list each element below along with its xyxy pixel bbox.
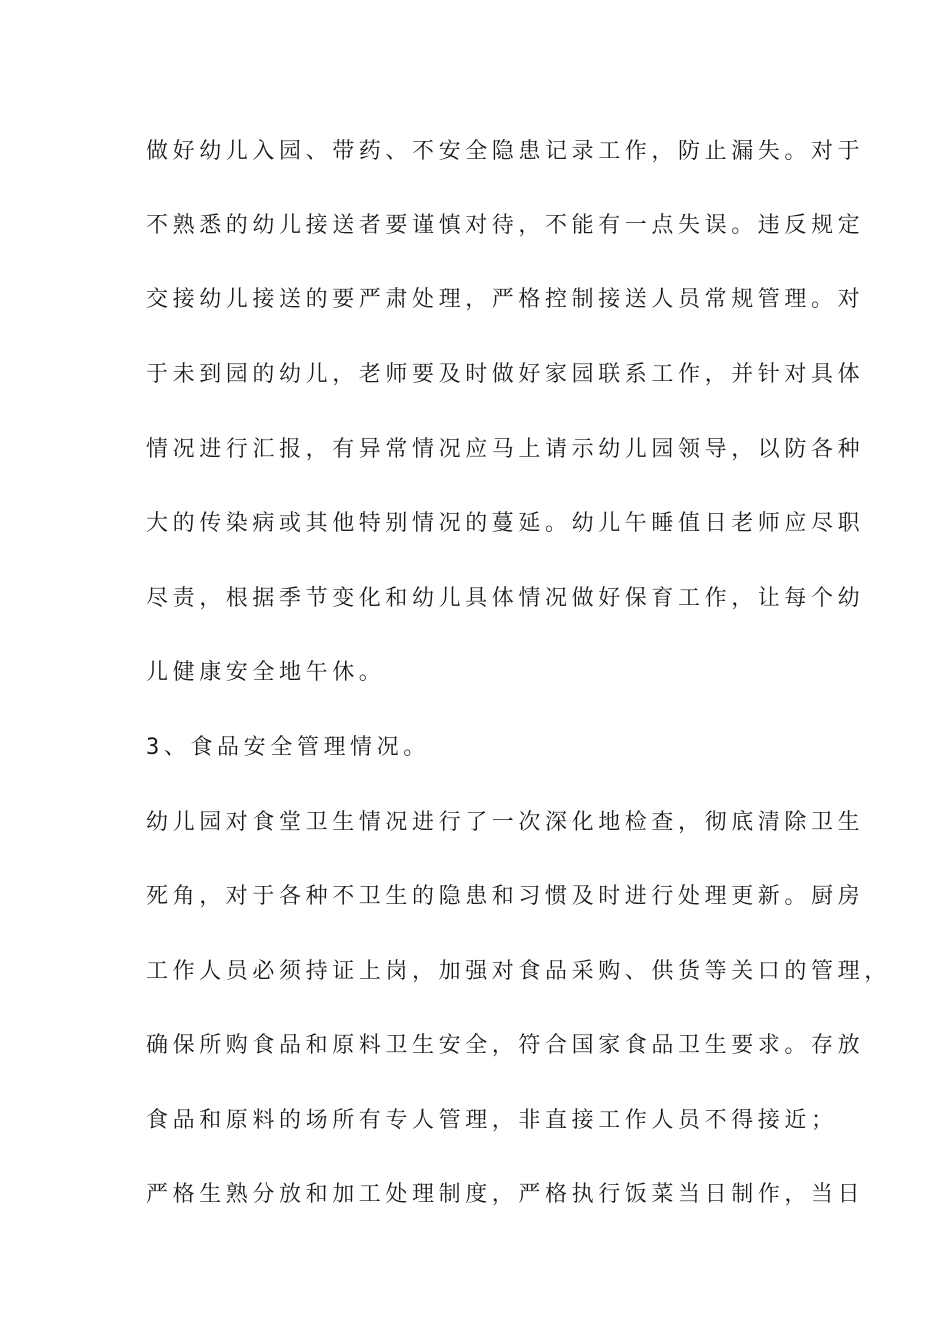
text-line: 大的传染病或其他特别情况的蔓延。幼儿午睡值日老师应尽职 xyxy=(146,511,865,536)
section-heading: 3、食品安全管理情况。 xyxy=(146,735,430,760)
text-line: 幼儿园对食堂卫生情况进行了一次深化地检查，彻底清除卫生 xyxy=(146,810,865,835)
text-line: 食品和原料的场所有专人管理，非直接工作人员不得接近； xyxy=(146,1108,838,1133)
text-line: 做好幼儿入园、带药、不安全隐患记录工作，防止漏失。对于 xyxy=(146,139,865,164)
text-line: 严格生熟分放和加工处理制度，严格执行饭菜当日制作，当日 xyxy=(146,1182,865,1207)
text-line: 尽责，根据季节变化和幼儿具体情况做好保育工作，让每个幼 xyxy=(146,586,865,611)
text-line: 于未到园的幼儿，老师要及时做好家园联系工作，并针对具体 xyxy=(146,362,865,387)
text-line: 确保所购食品和原料卫生安全，符合国家食品卫生要求。存放 xyxy=(146,1033,865,1058)
text-line: 儿健康安全地午休。 xyxy=(146,660,386,685)
text-line: 不熟悉的幼儿接送者要谨慎对待，不能有一点失误。违反规定 xyxy=(146,213,865,238)
text-line: 交接幼儿接送的要严肃处理，严格控制接送人员常规管理。对 xyxy=(146,287,865,312)
text-line: 死角，对于各种不卫生的隐患和习惯及时进行处理更新。厨房 xyxy=(146,884,865,909)
text-line: 情况进行汇报，有异常情况应马上请示幼儿园领导，以防各种 xyxy=(146,437,865,462)
text-line: 工作人员必须持证上岗，加强对食品采购、供货等关口的管理， xyxy=(146,959,891,984)
